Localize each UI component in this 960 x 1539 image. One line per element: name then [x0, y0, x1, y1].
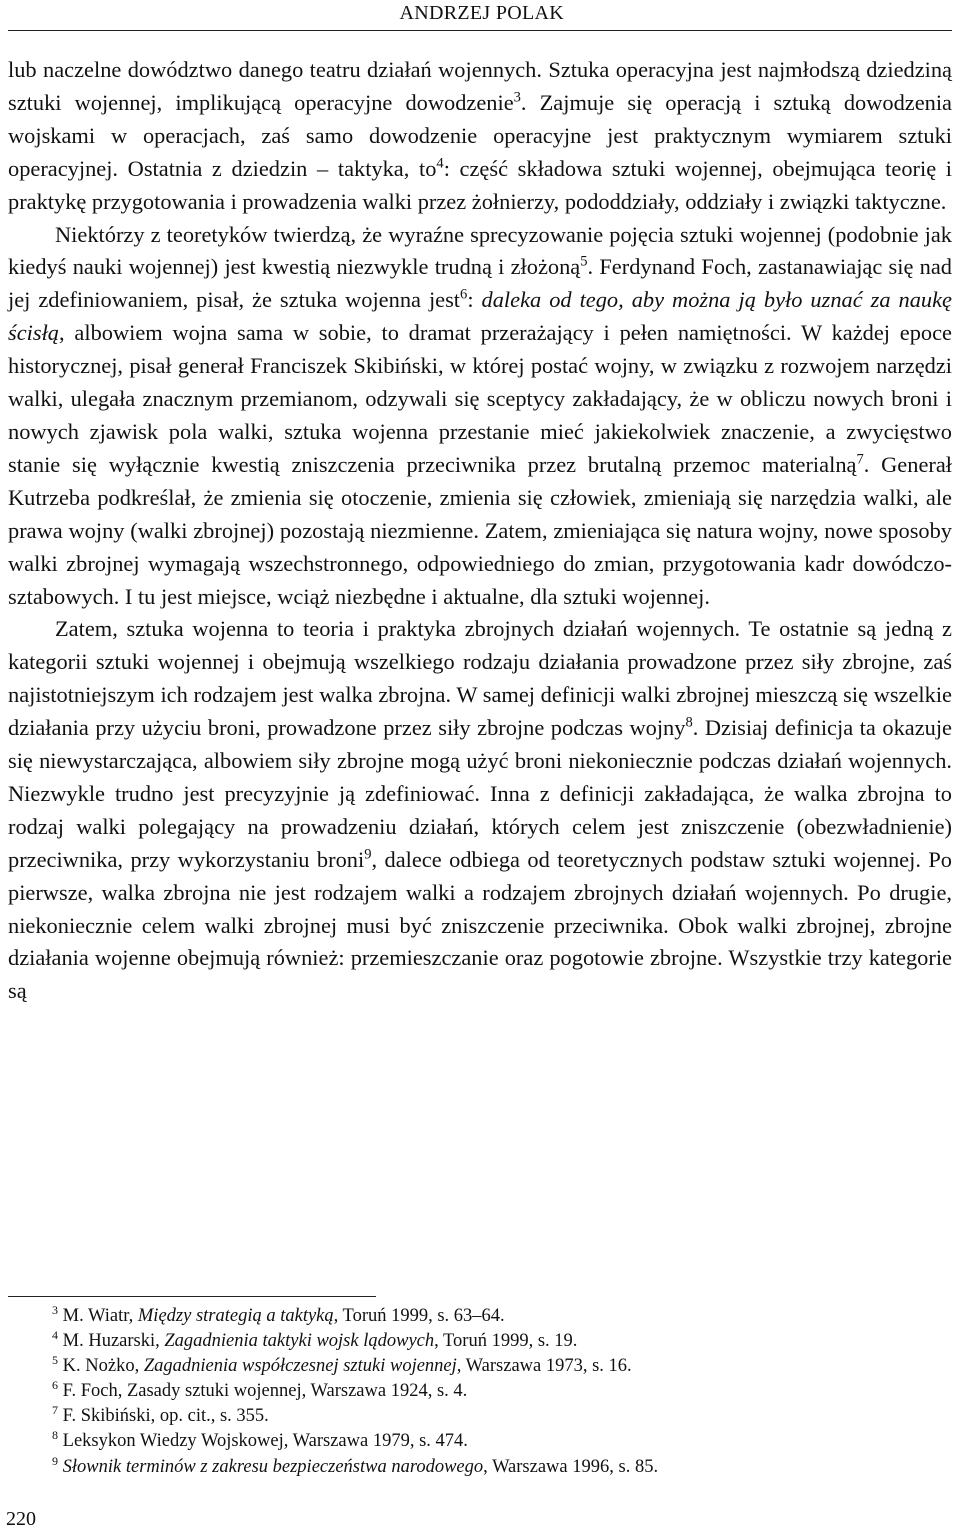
footnote-text: , Warszawa 1996, s. 85.	[483, 1456, 659, 1477]
footnote-ref[interactable]: 7	[856, 451, 864, 468]
footnote-text: F. Skibiński, op. cit., s. 355.	[62, 1406, 269, 1427]
footnote-ref[interactable]: 9	[364, 846, 372, 863]
footnote-ref[interactable]: 6	[460, 286, 468, 303]
text-run: . Ferdynand Foch, zastanawiając się nad jej zdefiniowaniem, pisał, że sztuka wojenna jest	[8, 254, 952, 313]
footnote-number: 5	[52, 1353, 59, 1368]
footnote-item	[52, 1404, 952, 1429]
footnote-ref[interactable]: 8	[685, 714, 693, 731]
foch-quote: daleka od tego, aby można ją było uznać za naukę ścisłą	[8, 287, 952, 346]
text-run: . Zajmuje się operacją i sztuką dowodzenia wojskami w operacjach, zaś samo dowodzenie operacyjne jest praktycznym wymiarem sztuki operacyjnej. Ostatnia z dziedzin – taktyka, to	[8, 89, 952, 181]
footnote-item	[52, 1304, 952, 1329]
text-run: , dalece odbiega od teoretycznych podstaw sztuki wojennej. Po pierwsze, walka zbrojna nie jest rodzajem walki a rodzajem zbrojnych działań wojennych. Po drugie, niekoniecznie celem walki zbrojnej musi być zniszczenie przeciwnika. Obok walki zbrojnej, zbrojne działania wojenne obejmują również: przemieszczanie oraz pogotowie zbrojne. Wszystkie trzy kategorie są	[8, 846, 953, 1004]
footnote-title: Zagadnienia taktyki wojsk lądowych	[164, 1331, 435, 1352]
footnote-item	[52, 1455, 952, 1480]
footnote-title: Słownik terminów z zakresu bezpieczeństwa narodowego	[62, 1456, 484, 1477]
footnote-text: , Warszawa 1973, s. 16.	[456, 1356, 632, 1377]
text-run: , albowiem wojna sama w sobie, to dramat przerażający i pełen namiętności. W każdej epoce historycznej, pisał generał Franciszek Skibiński, w której postać wojny, w związku z rozwojem narzędzi walki, ulegała znacznym przemianom, odzywali się sceptycy zakładający, że w obliczu nowych broni i nowych zjawisk pola walki, sztuka wojenna przestanie mieć jakiekolwiek znaczenie, a zwycięstwo stanie się wyłącznie kwestią zniszczenia przeciwnika przez brutalną przemoc materialną	[8, 320, 952, 477]
text-run: :	[467, 287, 482, 313]
text-run: Niektórzy z teoretyków twierdzą, że wyraźne sprecyzowanie pojęcia sztuki wojennej (podobnie jak kiedyś nauki wojennej) jest kwestią niezwykle trudną i złożoną	[8, 221, 952, 280]
footnote-title: Między strategią a taktyką	[137, 1306, 334, 1326]
footnote-number: 9	[52, 1453, 59, 1468]
footnote-item	[52, 1354, 952, 1379]
paragraph-1	[8, 54, 952, 219]
footnote-number: 4	[52, 1327, 59, 1342]
text-run: . Dzisiaj definicja ta okazuje się niewystarczająca, albowiem siły zbrojne mogą użyć broni niekoniecznie podczas działań wojennych. Niezwykle trudno jest precyzyjnie ją zdefiniować. Inna z definicji zakładająca, że walka zbrojna to rodzaj walki polegający na prowadzeniu działań, których celem jest zniszczenie (obezwładnienie) przeciwnika, przy wykorzystaniu broni	[8, 715, 952, 872]
footnote-ref[interactable]: 3	[513, 89, 521, 106]
footnote-text: F. Foch, Zasady sztuki wojennej, Warszawa 1924, s. 4.	[62, 1381, 468, 1402]
header-rule	[8, 30, 952, 31]
footnote-title: Zagadnienia współczesnej sztuki wojennej	[143, 1356, 457, 1377]
footnote-item	[52, 1429, 952, 1454]
footnote-item	[52, 1379, 952, 1404]
footnote-text: , Toruń 1999, s. 63–64.	[333, 1306, 505, 1326]
text-run: lub naczelne dowództwo danego teatru działań wojennych. Sztuka operacyjna jest najmłodszą dziedziną sztuki wojennej, implikującą operacyjne dowodzenie	[8, 57, 952, 115]
footnote-text: K. Nożko,	[62, 1356, 144, 1377]
footnote-number: 6	[52, 1378, 59, 1393]
page-number: 220	[6, 1508, 36, 1530]
footnote-text: M. Huzarski,	[62, 1331, 165, 1352]
footnote-number: 8	[52, 1428, 59, 1443]
footnote-separator	[8, 1296, 376, 1297]
main-text	[8, 54, 952, 1008]
footnote-ref[interactable]: 4	[436, 155, 444, 172]
running-header	[0, 0, 960, 28]
footnote-number: 7	[52, 1403, 59, 1418]
footnote-text: Leksykon Wiedzy Wojskowej, Warszawa 1979, s. 474.	[62, 1431, 468, 1452]
paragraph-2	[8, 219, 952, 614]
header-author: ANDRZEJ POLAK	[399, 2, 564, 24]
paragraph-3	[8, 613, 952, 1008]
text-run: Zatem, sztuka wojenna to teoria i praktyka zbrojnych działań wojennych. Te ostatnie są jedną z kategorii sztuki wojennej i obejmują wszelkiego rodzaju działania prowadzone przez siły zbrojne, zaś najistotniejszym ich rodzajem jest walka zbrojna. W samej definicji walki zbrojnej mieszczą się wszelkie działania przy użyciu broni, prowadzone przez siły zbrojne podczas wojny	[8, 616, 952, 741]
footnote-item	[52, 1329, 952, 1354]
footnote-number: 3	[52, 1302, 59, 1317]
footnote-text: M. Wiatr,	[62, 1306, 138, 1326]
text-run: : część składowa sztuki wojennej, obejmująca teorię i praktykę przygotowania i prowadzenia walki przez żołnierzy, pododdziały, oddziały i związki taktyczne.	[8, 155, 952, 214]
text-run: . Generał Kutrzeba podkreślał, że zmienia się otoczenie, zmienia się człowiek, zmieniają się narzędzia walki, ale prawa wojny (walki zbrojnej) pozostają niezmienne. Zatem, zmieniająca się natura wojny, nowe sposoby walki zbrojnej wymagają wszechstronnego, odpowiedniego do zmian, przygotowania kadr dowódczo-sztabowych. I tu jest miejsce, wciąż niezbędne i aktualne, dla sztuki wojennej.	[8, 451, 952, 609]
footnote-text: , Toruń 1999, s. 19.	[434, 1331, 578, 1352]
footnotes	[52, 1304, 952, 1480]
footnote-ref[interactable]: 5	[580, 253, 588, 270]
